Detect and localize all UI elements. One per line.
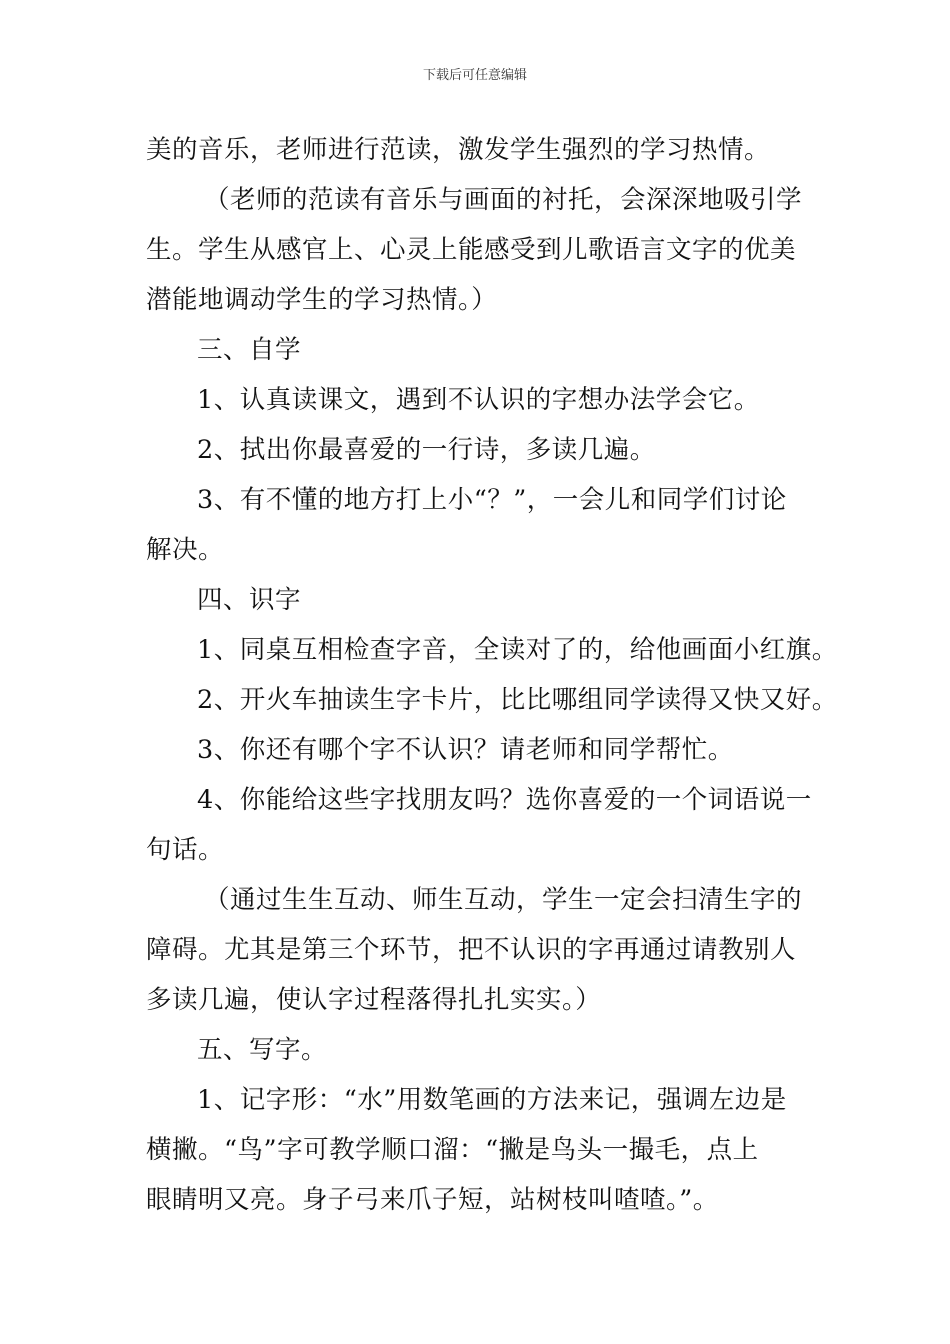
document-body bbox=[146, 125, 838, 1225]
list-item: 3、有不懂的地方打上小“？”，一会儿和同学们讨论 bbox=[197, 485, 787, 515]
list-item: 1、同桌互相检查字音，全读对了的，给他画面小红旗。 bbox=[197, 635, 838, 665]
list-item: 3、你还有哪个字不认识？请老师和同学帮忙。 bbox=[197, 735, 734, 765]
page-header: 下载后可任意编辑 bbox=[422, 68, 527, 83]
text-line: 横撇。“鸟”字可教学顺口溜：“撇是鸟头一撮毛，点上 bbox=[146, 1135, 759, 1165]
text-line: （老师的范读有音乐与画面的衬托，会深深地吸引学 bbox=[204, 185, 803, 215]
text-line: （通过生生互动、师生互动，学生一定会扫清生字的 bbox=[204, 885, 803, 915]
section-heading: 四、识字 bbox=[197, 585, 302, 615]
text-line: 多读几遍，使认字过程落得扎扎实实。） bbox=[146, 985, 602, 1015]
list-item: 4、你能给这些字找朋友吗？选你喜爱的一个词语说一 bbox=[197, 785, 812, 815]
text-line: 生。学生从感官上、心灵上能感受到儿歌语言文字的优美 bbox=[146, 235, 797, 265]
section-heading: 五、写字。 bbox=[197, 1035, 328, 1065]
text-line: 美的音乐，老师进行范读，激发学生强烈的学习热情。 bbox=[146, 135, 771, 165]
text-line: 潜能地调动学生的学习热情。） bbox=[146, 285, 498, 315]
text-line: 障碍。尤其是第三个环节，把不认识的字再通过请教别人 bbox=[146, 935, 797, 965]
text-line: 句话。 bbox=[146, 835, 225, 865]
section-heading: 三、自学 bbox=[197, 335, 302, 365]
list-item: 2、开火车抽读生字卡片，比比哪组同学读得又快又好。 bbox=[197, 685, 838, 715]
text-line: 眼睛明又亮。身子弓来爪子短，站树枝叫喳喳。”。 bbox=[146, 1185, 719, 1215]
list-item: 1、记字形：“水”用数笔画的方法来记，强调左边是 bbox=[197, 1085, 787, 1115]
text-line: 解决。 bbox=[146, 535, 225, 565]
list-item: 1、认真读课文，遇到不认识的字想办法学会它。 bbox=[197, 385, 760, 415]
list-item: 2、拭出你最喜爱的一行诗，多读几遍。 bbox=[197, 435, 656, 465]
